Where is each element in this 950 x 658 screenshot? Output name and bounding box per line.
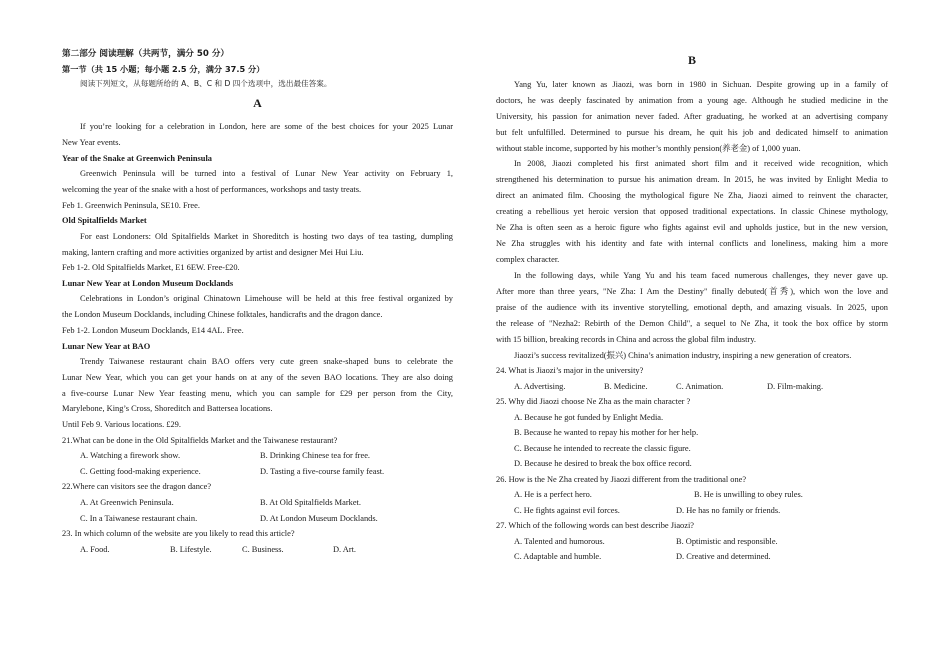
paragraph-line: Yang Yu, later known as Jiaozi, was born in 1980 in Sichuan. Despite growing up in a family of xyxy=(514,80,888,89)
event-body-line: Celebrations in London’s original Chinatown Limehouse will be held at this free festival organized by xyxy=(80,294,453,303)
answer-option[interactable]: B. At Old Spitalfields Market. xyxy=(260,498,361,507)
passage-a-label: A xyxy=(253,96,262,110)
event-info: Feb 1-2. Old Spitalfields Market, E1 6EW. Free-£20. xyxy=(62,263,240,272)
answer-option[interactable]: A. Food. xyxy=(80,545,110,554)
answer-option[interactable]: B. Medicine. xyxy=(604,382,648,391)
answer-option[interactable]: D. Film-making. xyxy=(767,382,824,391)
answer-option[interactable]: B. Optimistic and responsible. xyxy=(676,537,778,546)
part-heading: 第二部分 阅读理解（共两节，满分 50 分） xyxy=(62,49,230,59)
question-stem: 26. How is the Ne Zha created by Jiaozi different from the traditional one? xyxy=(496,475,747,484)
answer-option[interactable]: A. He is a perfect hero. xyxy=(514,490,592,499)
passage-a-intro-line: New Year events. xyxy=(62,138,121,147)
answer-option[interactable]: C. Getting food-making experience. xyxy=(80,467,201,476)
paragraph-line: After more than three years, "Ne Zha: I Am the Destiny" finally debuted(首秀), which won the love and xyxy=(496,287,888,296)
paragraph-line: doctors, he was deeply fascinated by animation from a young age. Although he studied medicine in the xyxy=(496,96,888,105)
answer-option[interactable]: A. Watching a firework show. xyxy=(80,451,181,460)
event-body-line: welcoming the year of the snake with a host of performances, workshops and tasty treats. xyxy=(62,185,362,194)
paragraph-line: strengthened his determination to pursue his animation dream. In 2015, he was invited by Enlight Media to xyxy=(496,175,888,184)
paragraph-line: creating a rebellious yet heroic version that opposed traditional expectations. In classic Chinese mythology, xyxy=(496,207,888,216)
paragraph-line: praise of the audience with its inventive storytelling, emotional depth, and amazing visuals. In 2025, upon xyxy=(496,303,888,312)
paragraph-line: without stable income, supported by his mother’s monthly pension(养老金) of 1,000 yuan. xyxy=(496,144,801,153)
event-body-line: Trendy Taiwanese restaurant chain BAO offers very cute green snake-shaped buns to celebrate the xyxy=(80,357,453,366)
paragraph-line: Jiaozi’s success revitalized(振兴) China’s animation industry, inspiring a new generation of creators. xyxy=(514,351,852,360)
paragraph-line: Ne Zha struggles with his identity and fate with internal conflicts and loneliness, making him a more xyxy=(496,239,888,248)
event-title: Old Spitalfields Market xyxy=(62,216,147,225)
answer-option[interactable]: C. In a Taiwanese restaurant chain. xyxy=(80,514,198,523)
question-stem: 24. What is Jiaozi’s major in the university? xyxy=(496,366,644,375)
question-stem: 22.Where can visitors see the dragon dance? xyxy=(62,482,212,491)
answer-option[interactable]: B. Drinking Chinese tea for free. xyxy=(260,451,371,460)
event-info: Feb 1. Greenwich Peninsula, SE10. Free. xyxy=(62,201,200,210)
instruction: 阅读下列短文，从每题所给的 A、B、C 和 D 四个选项中，选出最佳答案。 xyxy=(80,79,332,88)
paragraph-line: Ne Zha is often seen as a heroic figure who fights against evil and upholds justice, but in the new version, xyxy=(496,223,888,232)
event-body-line: a five-course Lunar New Year feasting menu, which you can sample for £29 per person from the City, xyxy=(62,389,453,398)
answer-option[interactable]: A. Because he got funded by Enlight Media. xyxy=(514,413,664,422)
event-info: Feb 1-2. London Museum Docklands, E14 4AL. Free. xyxy=(62,326,244,335)
passage-b-label: B xyxy=(687,53,696,67)
question-stem: 27. Which of the following words can best describe Jiaozi? xyxy=(496,521,694,530)
answer-option[interactable]: D. Because he desired to break the box office record. xyxy=(514,459,692,468)
paragraph-line: University, his passion for animation never faded. After graduating, he worked at an advertising company xyxy=(496,112,888,121)
passage-a-intro-line: If you’re looking for a celebration in London, here are some of the best choices for your 2025 Lunar xyxy=(80,122,453,131)
paragraph-line: In 2008, Jiaozi completed his first animated short film and it received wide recognition, which xyxy=(514,159,888,168)
paragraph-line: but felt unfulfilled. Determined to pursue his dream, he quit his job and dedicated himself to animation xyxy=(496,128,888,137)
question-stem: 25. Why did Jiaozi choose Ne Zha as the main character ? xyxy=(496,397,691,406)
paragraph-line: direct an animated film. Choosing the mythological figure Ne Zha, Jiaozi aimed to reinvent the character, xyxy=(496,191,888,200)
event-info: Until Feb 9. Various locations. £29. xyxy=(62,420,181,429)
event-body-line: Lunar New Year, which you can get your hands on at any of the seven BAO locations. They are also doing xyxy=(62,373,453,382)
answer-option[interactable]: A. Advertising. xyxy=(514,382,566,391)
event-body-line: Greenwich Peninsula will be turned into a festival of Lunar New Year activity on February 1, xyxy=(80,169,453,178)
section-heading: 第一节（共 15 小题；每小题 2.5 分，满分 37.5 分） xyxy=(62,64,265,74)
event-title: Year of the Snake at Greenwich Peninsula xyxy=(62,154,212,163)
answer-option[interactable]: D. Art. xyxy=(333,545,357,554)
answer-option[interactable]: C. Adaptable and humble. xyxy=(514,552,602,561)
paragraph-line: with 15 billion, breaking records in China and across the global film industry. xyxy=(496,335,756,344)
answer-option[interactable]: D. He has no family or friends. xyxy=(676,506,781,515)
answer-option[interactable]: A. At Greenwich Peninsula. xyxy=(80,498,174,507)
answer-option[interactable]: C. Because he intended to recreate the classic figure. xyxy=(514,444,691,453)
answer-option[interactable]: C. He fights against evil forces. xyxy=(514,506,620,515)
answer-option[interactable]: D. Tasting a five-course family feast. xyxy=(260,467,385,476)
answer-option[interactable]: D. At London Museum Docklands. xyxy=(260,514,378,523)
answer-option[interactable]: B. He is unwilling to obey rules. xyxy=(694,490,803,499)
event-body-line: Marylebone, King’s Cross, Shoreditch and Battersea locations. xyxy=(62,404,273,413)
event-body-line: making, lantern crafting and more activities organized by artist and designer Mei Hui Liu. xyxy=(62,248,364,257)
question-stem: 21.What can be done in the Old Spitalfields Market and the Taiwanese restaurant? xyxy=(62,436,338,445)
answer-option[interactable]: C. Business. xyxy=(242,545,284,554)
answer-option[interactable]: B. Because he wanted to repay his mother for her help. xyxy=(514,428,699,437)
event-body-line: For east Londoners: Old Spitalfields Market in Shoreditch is hosting two days of tea tasting, dumpling xyxy=(80,232,453,241)
paragraph-line: In the following days, while Yang Yu and his team faced numerous challenges, they never gave up. xyxy=(514,271,888,280)
answer-option[interactable]: C. Animation. xyxy=(676,382,724,391)
paragraph-line: the release of "Nezha2: Rebirth of the Demon Child", a sequel to Ne Zha, it took the box office by storm xyxy=(496,319,888,328)
answer-option[interactable]: B. Lifestyle. xyxy=(170,545,212,554)
question-stem: 23. In which column of the website are you likely to read this article? xyxy=(62,529,295,538)
answer-option[interactable]: A. Talented and humorous. xyxy=(514,537,605,546)
paragraph-line: complex character. xyxy=(496,255,560,264)
event-title: Lunar New Year at BAO xyxy=(62,342,151,351)
event-title: Lunar New Year at London Museum Docklands xyxy=(62,279,234,288)
event-body-line: the London Museum Docklands, including Chinese folktales, handicrafts and the dragon dance. xyxy=(62,310,383,319)
answer-option[interactable]: D. Creative and determined. xyxy=(676,552,771,561)
